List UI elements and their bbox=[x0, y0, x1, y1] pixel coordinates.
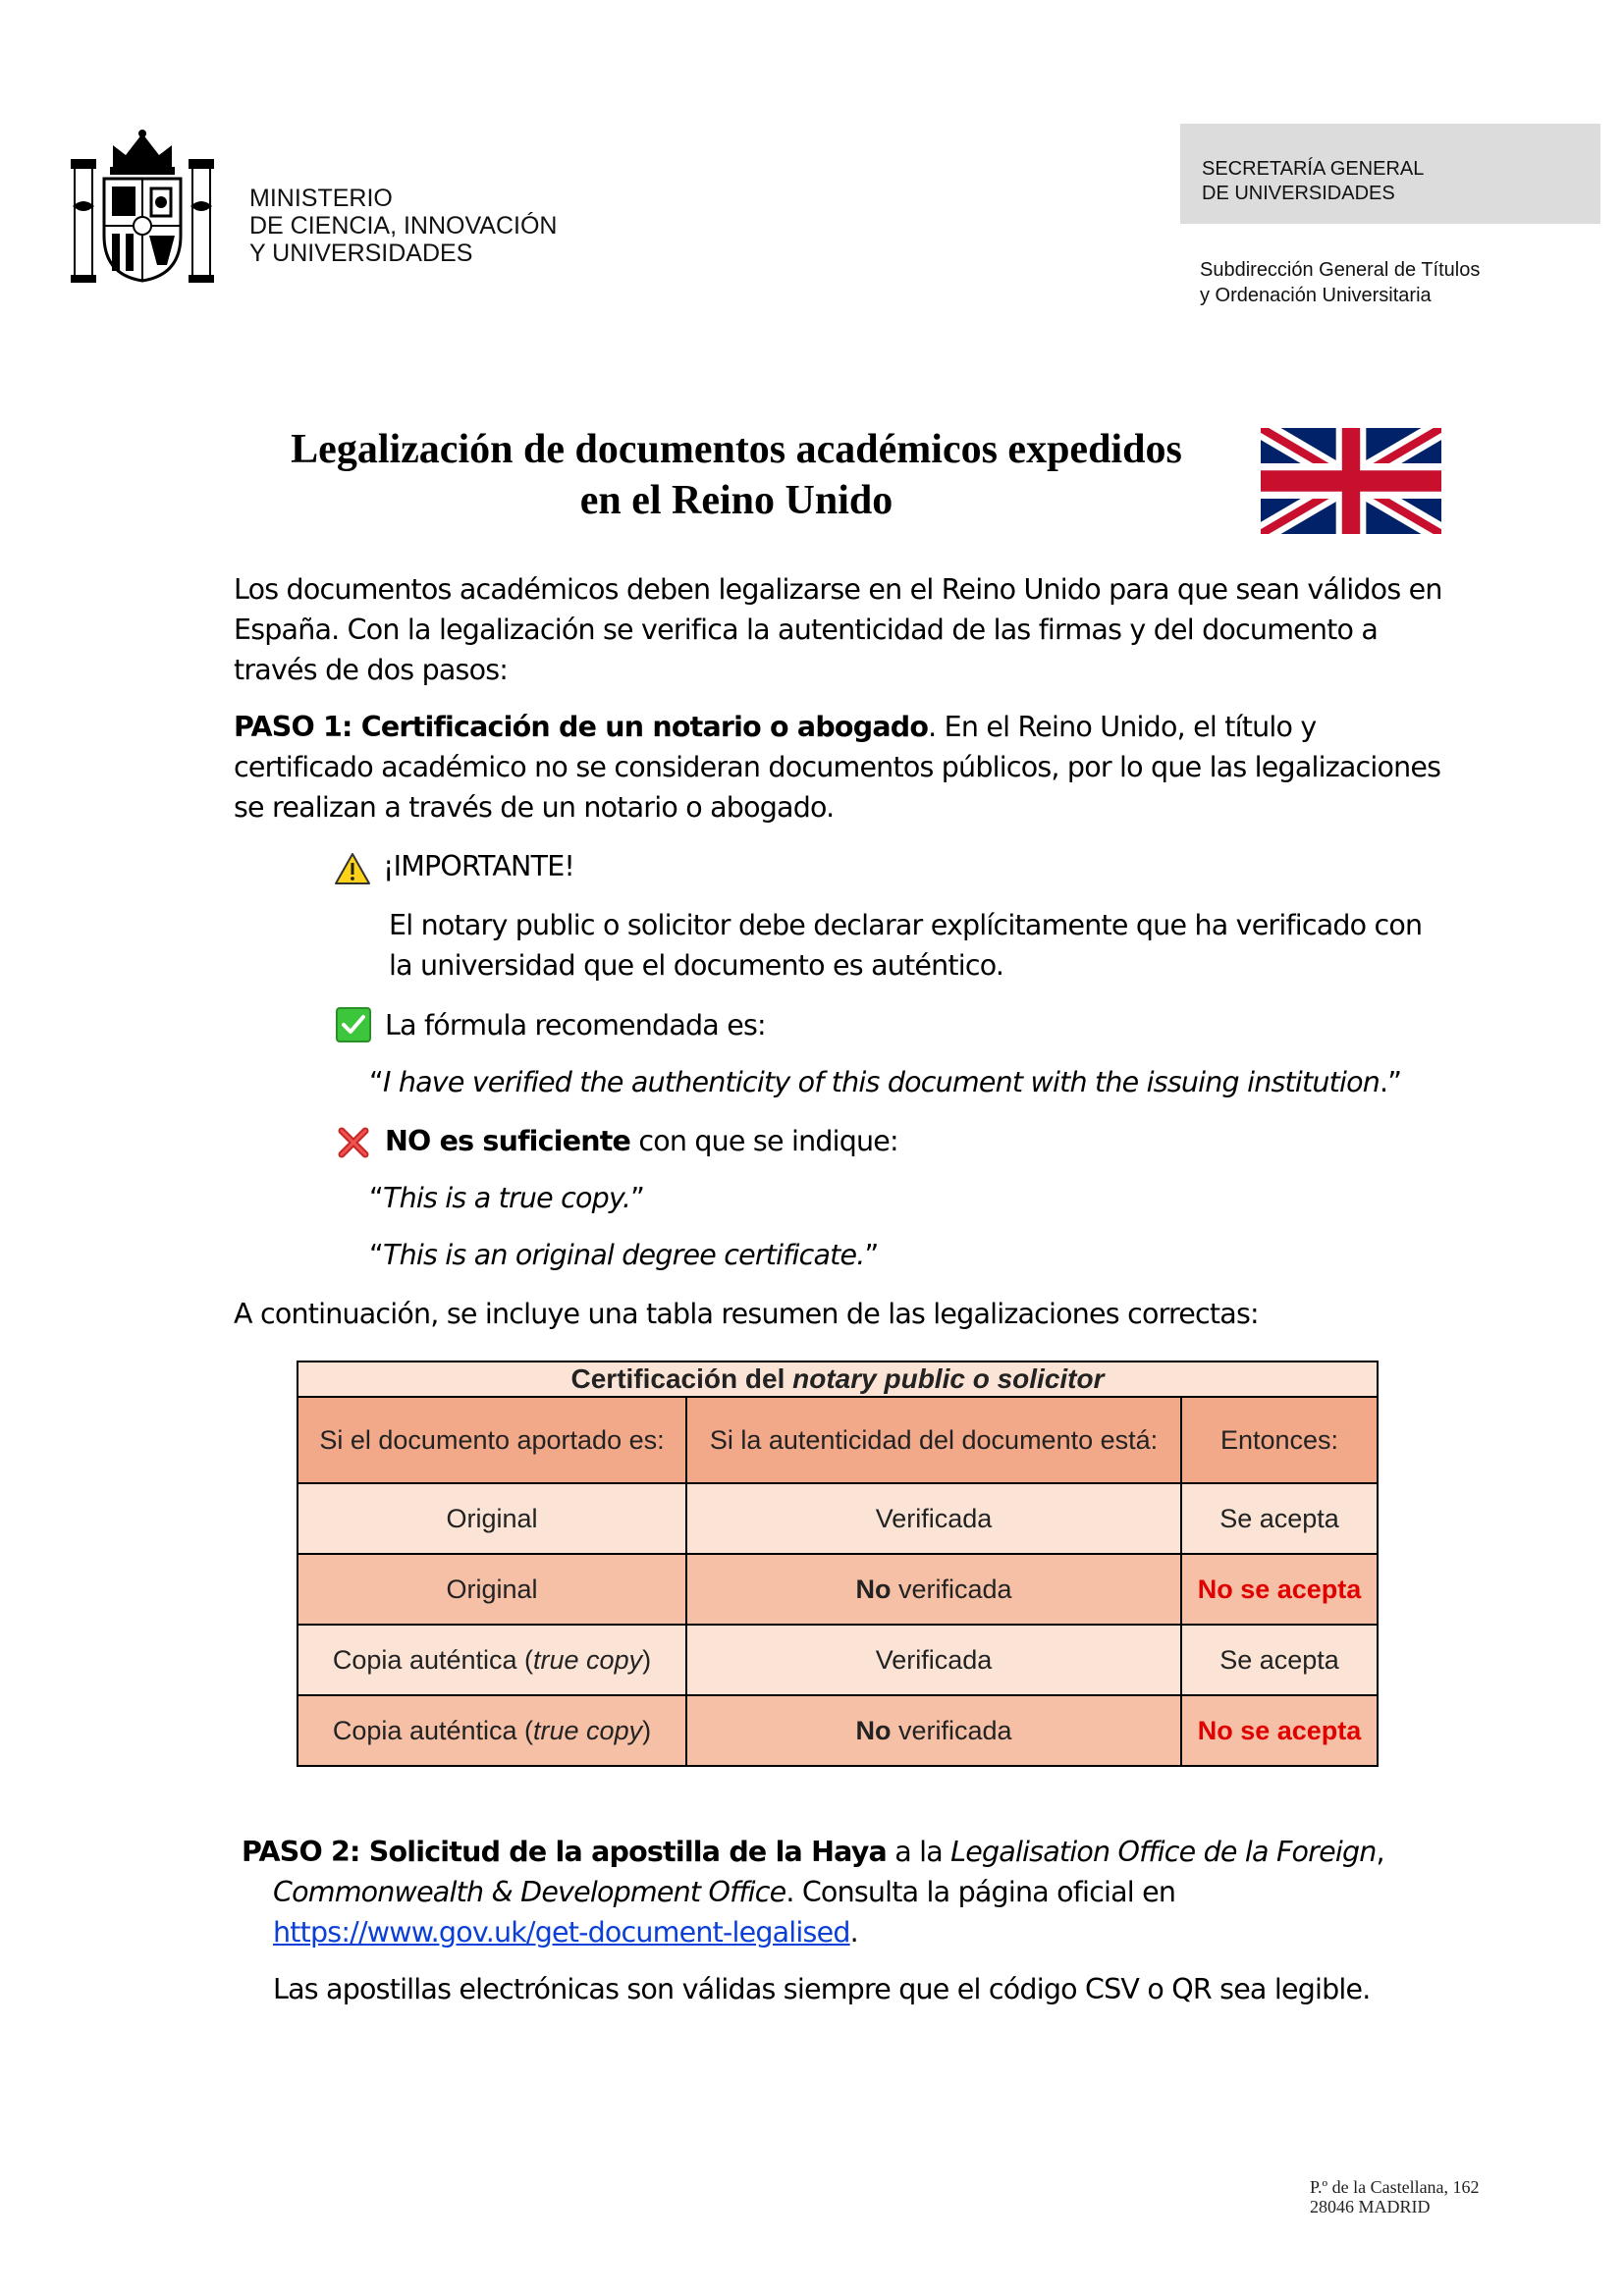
auth-text: Verificada bbox=[875, 1644, 993, 1675]
doc-italic: true copy bbox=[533, 1715, 643, 1745]
paso2-italic: Legalisation Office de la Foreign bbox=[950, 1836, 1377, 1868]
title-line: Legalización de documentos académicos expedidos bbox=[291, 427, 1182, 472]
column-header: Si el documento aportado es: bbox=[298, 1397, 686, 1483]
apostillas-paragraph: Las apostillas electrónicas son válidas siempre que el código CSV o QR sea legible. bbox=[273, 1973, 1371, 2005]
paso2-text: . Consulta la página oficial en bbox=[785, 1876, 1176, 1908]
doc-text: Original bbox=[446, 1574, 538, 1604]
quote-mark: ” bbox=[630, 1182, 645, 1214]
auth-cell bbox=[686, 1483, 1181, 1554]
title-line: en el Reino Unido bbox=[579, 478, 893, 523]
result-cell-rejected: No se acepta bbox=[1181, 1695, 1378, 1766]
warning-icon bbox=[334, 852, 371, 885]
quote-mark: “ bbox=[369, 1066, 383, 1098]
auth-cell bbox=[686, 1625, 1181, 1695]
bad-quote-text: This is a true copy. bbox=[382, 1182, 631, 1214]
auth-text: Verificada bbox=[875, 1503, 993, 1533]
formula-label: La fórmula recomendada es: bbox=[385, 1009, 766, 1041]
doc-text: ) bbox=[642, 1644, 652, 1675]
auth-cell bbox=[686, 1554, 1181, 1625]
ministry-line: Y UNIVERSIDADES bbox=[249, 240, 473, 267]
doc-cell bbox=[298, 1483, 686, 1554]
bad-quote bbox=[369, 1178, 644, 1218]
column-header: Entonces: bbox=[1181, 1397, 1378, 1483]
paso1-text: . En el Reino Unido, el título y certificado académico no se consideran documentos públicos, por lo que las legalizaciones se realizan a través de un notario o abogado. bbox=[234, 711, 1441, 824]
footer-line: P.º de la Castellana, 162 bbox=[1310, 2177, 1480, 2197]
doc-text: Copia auténtica ( bbox=[332, 1644, 534, 1675]
auth-bold: No bbox=[855, 1574, 892, 1604]
paso2-text: . bbox=[849, 1916, 858, 1949]
ministry-name bbox=[249, 185, 557, 267]
ministry-line: DE CIENCIA, INNOVACIÓN bbox=[249, 212, 558, 240]
table-row bbox=[298, 1695, 1378, 1766]
caption-italic: notary public o solicitor bbox=[792, 1363, 1105, 1394]
paso2-label: PASO 2: Solicitud de la apostilla de la Haya bbox=[242, 1836, 887, 1868]
auth-text: verificada bbox=[891, 1715, 1012, 1745]
paso2-paragraph bbox=[242, 1832, 1420, 1952]
not-enough-text: con que se indique: bbox=[630, 1125, 898, 1157]
important-label: ¡IMPORTANTE! bbox=[383, 850, 575, 882]
table-row bbox=[298, 1554, 1378, 1625]
cross-icon bbox=[336, 1125, 371, 1160]
subdireccion bbox=[1200, 257, 1480, 308]
footer-address bbox=[1310, 2177, 1480, 2216]
important-text: El notary public o solicitor debe declarar explícitamente que ha verificado con la universidad que el documento es auténtico. bbox=[389, 909, 1423, 982]
paso2-text: a la bbox=[886, 1836, 951, 1868]
doc-text: Original bbox=[446, 1503, 538, 1533]
table-row bbox=[298, 1625, 1378, 1695]
result-cell-rejected: No se acepta bbox=[1181, 1554, 1378, 1625]
paso1-label: PASO 1: Certificación de un notario o abogado bbox=[234, 711, 929, 743]
doc-cell bbox=[298, 1695, 686, 1766]
caption-text: Certificación del bbox=[570, 1363, 793, 1394]
intro-paragraph: Los documentos académicos deben legalizarse en el Reino Unido para que sean válidos en España. Con la legalización se verifica la autenticidad de las firmas y del documento a través de dos pasos: bbox=[234, 573, 1442, 686]
table-caption bbox=[298, 1362, 1378, 1397]
formula-quote-text: I have verified the authenticity of this document with the issuing institution bbox=[382, 1066, 1380, 1098]
column-header: Si la autenticidad del documento está: bbox=[686, 1397, 1181, 1483]
coat-of-arms-icon bbox=[69, 128, 216, 285]
secretaria-box bbox=[1180, 124, 1600, 224]
table-intro: A continuación, se incluye una tabla resumen de las legalizaciones correctas: bbox=[234, 1298, 1259, 1330]
doc-italic: true copy bbox=[533, 1644, 643, 1675]
doc-cell bbox=[298, 1554, 686, 1625]
formula-quote bbox=[369, 1062, 1401, 1102]
auth-text: verificada bbox=[891, 1574, 1012, 1604]
footer-line: 28046 MADRID bbox=[1310, 2197, 1431, 2216]
subdireccion-line: y Ordenación Universitaria bbox=[1200, 285, 1432, 306]
secretaria-line: DE UNIVERSIDADES bbox=[1202, 183, 1395, 204]
document-title bbox=[226, 424, 1247, 526]
not-enough-label bbox=[385, 1121, 898, 1161]
quote-mark: ” bbox=[864, 1239, 879, 1271]
result-cell: Se acepta bbox=[1181, 1483, 1378, 1554]
quote-mark: “ bbox=[369, 1182, 383, 1214]
not-enough-bold: NO es suficiente bbox=[385, 1125, 631, 1157]
ministry-line: MINISTERIO bbox=[249, 185, 393, 212]
check-icon bbox=[336, 1007, 371, 1042]
result-cell: Se acepta bbox=[1181, 1625, 1378, 1695]
auth-cell bbox=[686, 1695, 1181, 1766]
bad-quote-text: This is an original degree certificate. bbox=[382, 1239, 865, 1271]
paso1-paragraph bbox=[234, 707, 1451, 828]
doc-text: Copia auténtica ( bbox=[332, 1715, 534, 1745]
doc-text: ) bbox=[642, 1715, 652, 1745]
legalization-table bbox=[297, 1361, 1379, 1767]
paso2-italic: Commonwealth & Development Office bbox=[273, 1876, 786, 1908]
quote-mark: .” bbox=[1380, 1066, 1402, 1098]
bad-quote bbox=[369, 1235, 878, 1275]
union-jack-flag-icon bbox=[1261, 428, 1441, 534]
table-row bbox=[298, 1483, 1378, 1554]
auth-bold: No bbox=[855, 1715, 892, 1745]
quote-mark: “ bbox=[369, 1239, 383, 1271]
subdireccion-line: Subdirección General de Títulos bbox=[1200, 259, 1481, 281]
paso2-text: , bbox=[1376, 1836, 1384, 1868]
secretaria-line: SECRETARÍA GENERAL bbox=[1202, 158, 1425, 180]
gov-uk-link[interactable]: https://www.gov.uk/get-document-legalised bbox=[273, 1916, 850, 1949]
doc-cell bbox=[298, 1625, 686, 1695]
